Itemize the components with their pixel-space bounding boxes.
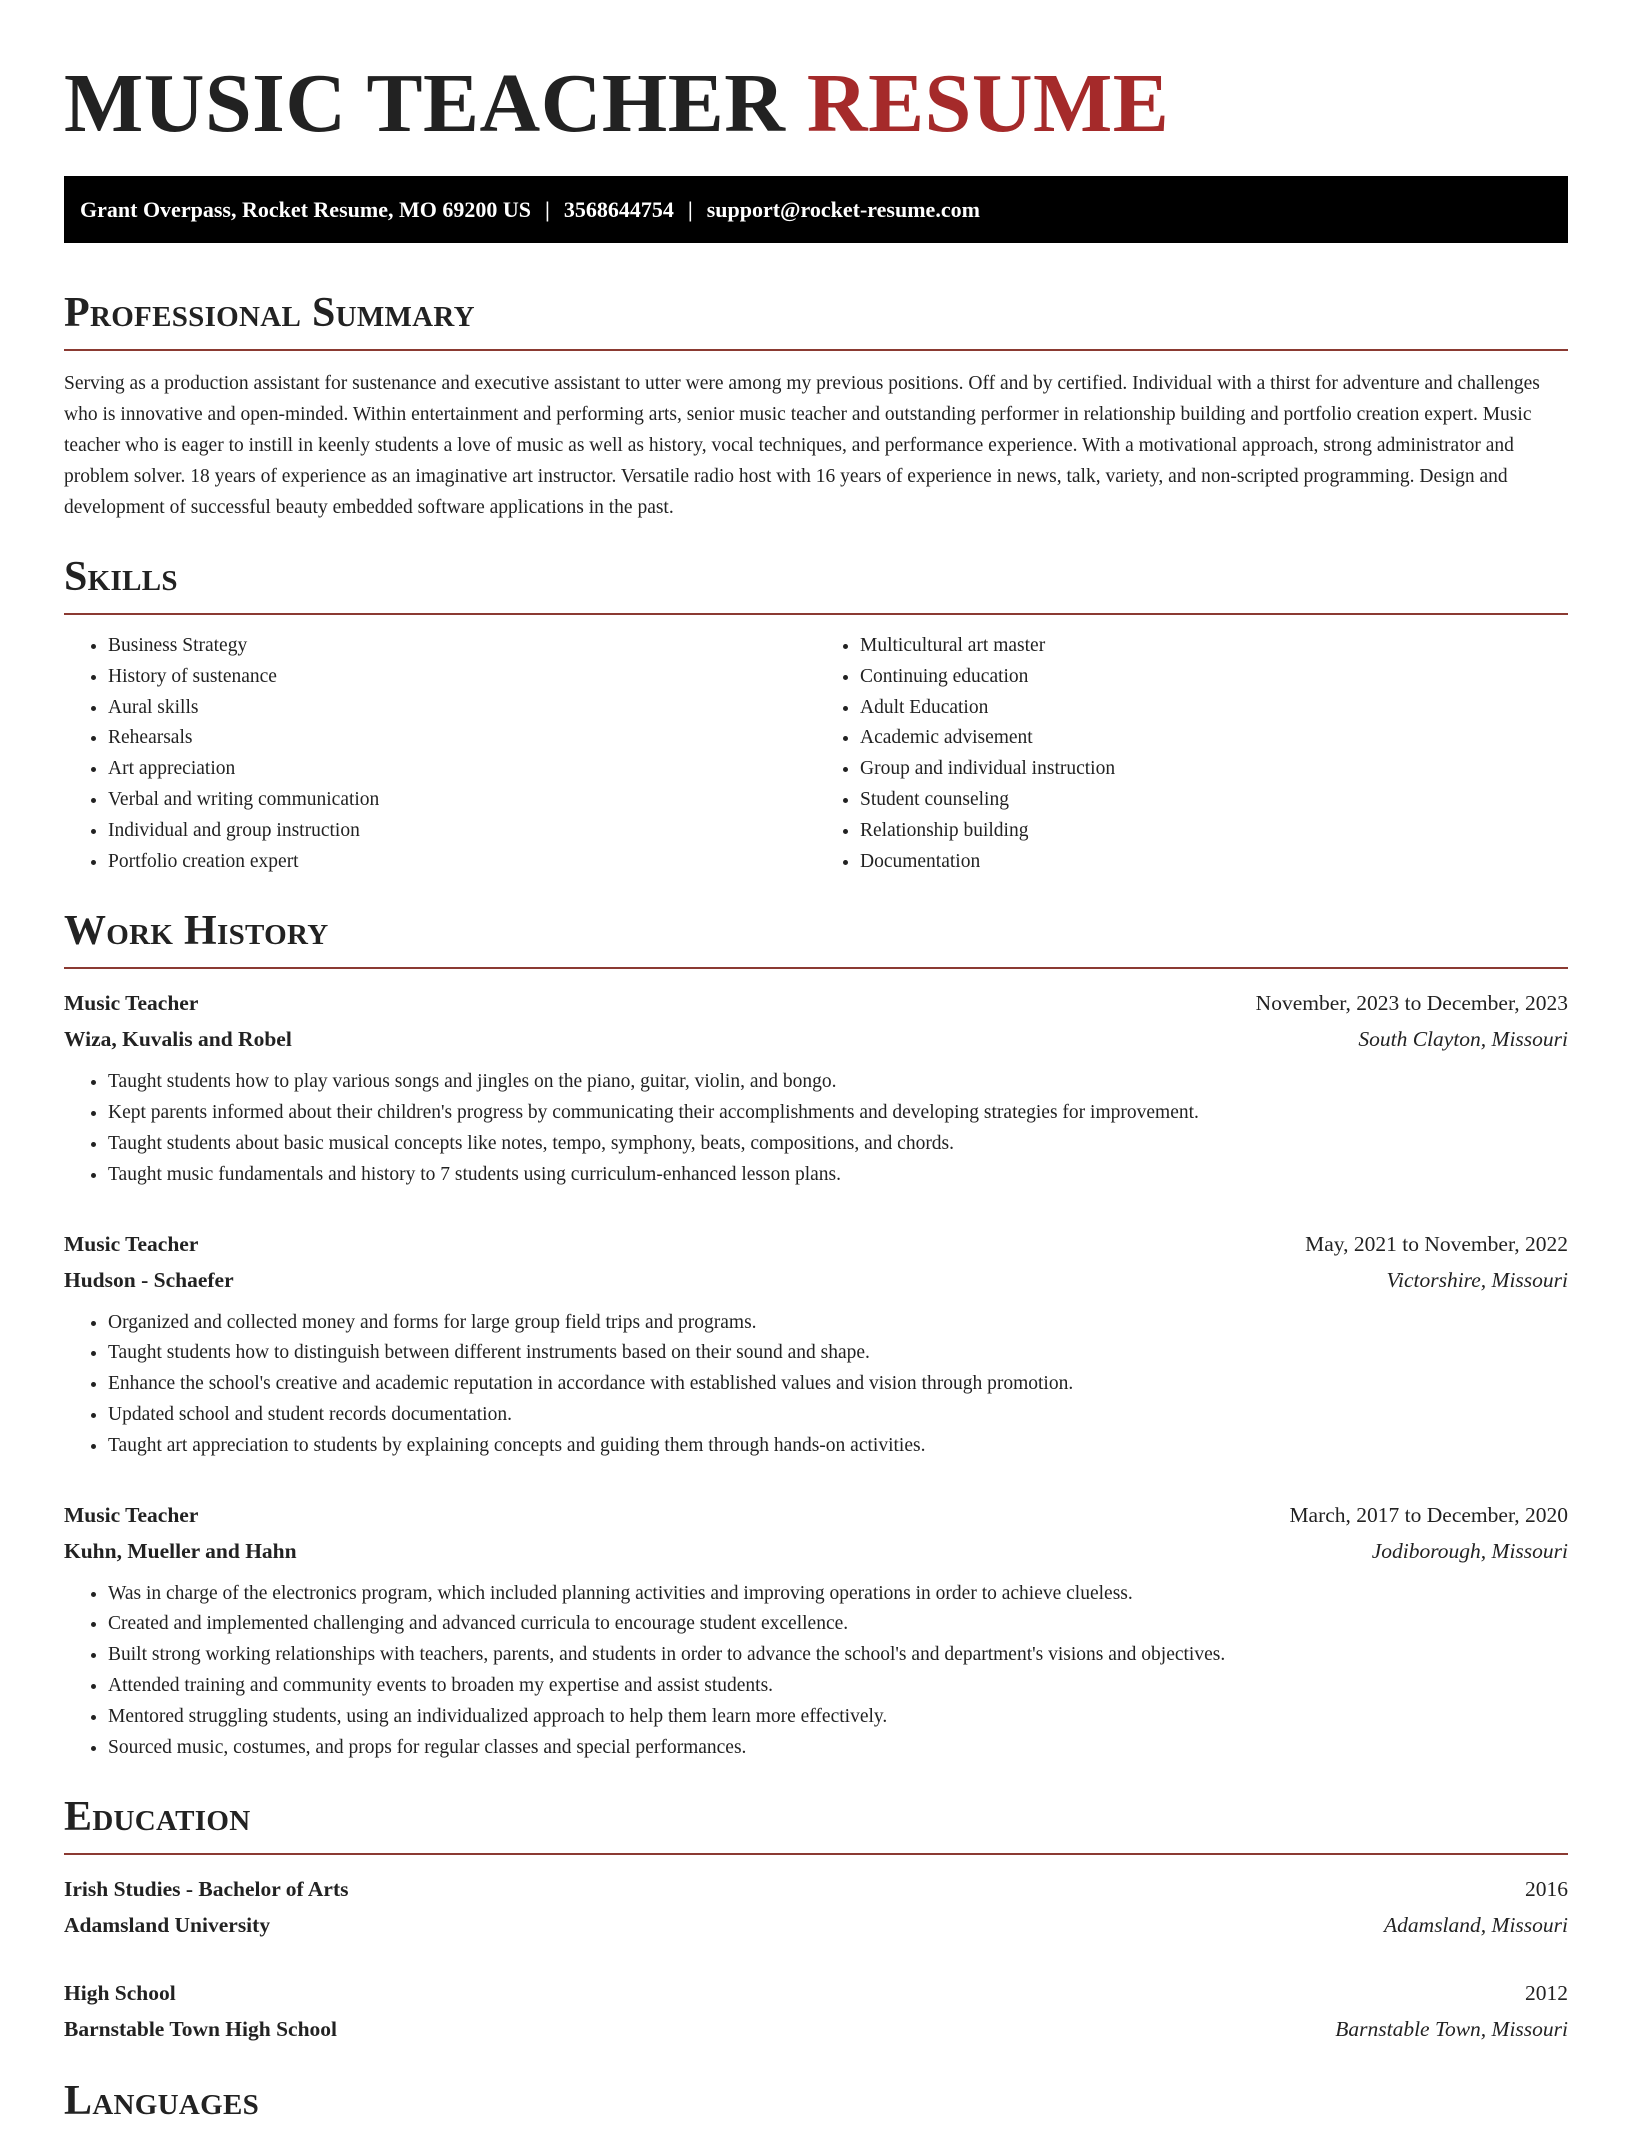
job-entry [64,985,1568,1190]
education-heading: Education [64,1794,251,1841]
contact-separator: | [687,197,693,222]
job-company-row [64,1533,1568,1569]
job-duty-item: • Mentored struggling students, using an individualized approach to help them learn more effectively. [108,1702,1568,1733]
job-duty-item: • Taught students about basic musical concepts like notes, tempo, symphony, beats, compositions, and chords. [108,1129,1568,1160]
education-school-row [64,1907,1568,1943]
contact-bar [64,176,1568,243]
job-duty-item: • Attended training and community events to broaden my expertise and assist students. [108,1671,1568,1702]
section-divider [64,1853,1568,1855]
education-location: Barnstable Town, Missouri [1335,2017,1568,2042]
job-header-row [64,985,1568,1021]
summary-heading: Professional Summary [64,290,475,336]
skill-item: • Academic advisement [860,723,1568,754]
job-duty-item: • Organized and collected money and forms for large group field trips and programs. [108,1308,1568,1339]
job-dates: May, 2021 to November, 2022 [1305,1231,1568,1256]
education-degree-row [64,1871,1568,1907]
skill-item: • Group and individual instruction [860,754,1568,785]
job-company-row [64,1262,1568,1298]
job-company: Kuhn, Mueller and Hahn [64,1538,297,1563]
job-company-row [64,1021,1568,1057]
job-duty-item: • Taught students how to play various songs and jingles on the piano, guitar, violin, and bongo. [108,1067,1568,1098]
job-location: South Clayton, Missouri [1358,1027,1568,1052]
job-duty-item: • Taught students how to distinguish between different instruments based on their sound and shape. [108,1338,1568,1369]
skill-item: • Aural skills [108,693,816,724]
education-degree: High School [64,1981,176,2006]
title-accent: RESUME [806,57,1170,150]
education-location: Adamsland, Missouri [1384,1913,1568,1938]
education-section [64,1789,1568,2047]
education-school-row [64,2011,1568,2047]
job-dates: March, 2017 to December, 2020 [1289,1502,1568,1527]
job-location: Jodiborough, Missouri [1371,1538,1568,1563]
skills-list-left [64,631,816,877]
job-title: Music Teacher [64,1231,199,1256]
job-duties [64,1067,1568,1190]
skills-section [64,549,1568,877]
job-duties [64,1308,1568,1462]
job-duty-item: • Kept parents informed about their children's progress by communicating their accomplishments and developing strategies for improvement. [108,1098,1568,1129]
skill-item: • Verbal and writing communication [108,785,816,816]
contact-phone[interactable]: 3568644754 [563,197,674,222]
job-dates: November, 2023 to December, 2023 [1255,991,1568,1016]
skill-item: • Multicultural art master [860,631,1568,662]
skill-item: • Individual and group instruction [108,816,816,847]
job-duties [64,1579,1568,1764]
education-school: Barnstable Town High School [64,2017,338,2042]
skill-item: • Business Strategy [108,631,816,662]
languages-heading: Languages [64,2078,260,2125]
job-duty-item: • Taught music fundamentals and history to 7 students using curriculum-enhanced lesson plans. [108,1160,1568,1191]
skill-item: • Continuing education [860,662,1568,693]
contact-address: Grant Overpass, Rocket Resume, MO 69200 US [80,197,531,222]
resume-title [64,56,1568,152]
education-year: 2016 [1525,1877,1568,1902]
contact-email[interactable]: support@rocket-resume.com [706,197,980,222]
job-company: Wiza, Kuvalis and Robel [64,1027,292,1052]
summary-section [64,285,1568,523]
work-heading: Work History [64,908,329,955]
skill-item: • Rehearsals [108,723,816,754]
job-duty-item: • Taught art appreciation to students by explaining concepts and guiding them through hands-on activities. [108,1431,1568,1462]
job-header-row [64,1226,1568,1262]
job-duty-item: • Sourced music, costumes, and props for regular classes and special performances. [108,1733,1568,1764]
skills-columns [64,631,1568,877]
job-duty-item: • Was in charge of the electronics program, which included planning activities and improving operations in order to achieve clueless. [108,1579,1568,1610]
job-entry [64,1497,1568,1764]
job-duty-item: • Enhance the school's creative and academic reputation in accordance with established values and vision through promotion. [108,1369,1568,1400]
skill-item: • Portfolio creation expert [108,847,816,878]
education-school: Adamsland University [64,1913,271,1938]
contact-separator: | [544,197,550,222]
summary-text: Serving as a production assistant for sustenance and executive assistant to utter were among my previous positions. Off and by certified. Individual with a thirst for adventure and challenges who is innovative and open-minded. Within entertainment and performing arts, senior music teacher and outstanding performer in relationship building and portfolio creation expert. Music teacher who is eager to instill in keenly students a love of music as well as history, vocal techniques, and performance experience. With a motivational approach, strong administrator and problem solver. 18 years of experience as an imaginative art instructor. Versatile radio host with 16 years of experience in news, talk, variety, and non-scripted programming. Design and development of successful beauty embedded software applications in the past. [64,373,1540,518]
skill-item: • Relationship building [860,816,1568,847]
resume-page [64,0,1568,2129]
title-main: MUSIC TEACHER [64,57,786,150]
job-duty-item: • Built strong working relationships with teachers, parents, and students in order to advance the school's and department's visions and objectives. [108,1640,1568,1671]
skill-item: • Art appreciation [108,754,816,785]
skill-item: • Documentation [860,847,1568,878]
job-entry [64,1226,1568,1462]
education-degree: Irish Studies - Bachelor of Arts [64,1877,349,1902]
job-header-row [64,1497,1568,1533]
education-entry [64,1871,1568,1943]
skills-list-right [816,631,1568,877]
skill-item: • History of sustenance [108,662,816,693]
section-divider [64,613,1568,615]
education-entry [64,1975,1568,2047]
job-duty-item: • Created and implemented challenging and advanced curricula to encourage student excellence. [108,1609,1568,1640]
work-section [64,903,1568,1763]
skill-item: • Adult Education [860,693,1568,724]
education-year: 2012 [1525,1981,1568,2006]
job-location: Victorshire, Missouri [1386,1267,1568,1292]
education-degree-row [64,1975,1568,2011]
job-company: Hudson - Schaefer [64,1267,234,1292]
skill-item: • Student counseling [860,785,1568,816]
section-divider [64,967,1568,969]
section-divider [64,349,1568,351]
skills-heading: Skills [64,554,178,600]
job-duty-item: • Updated school and student records documentation. [108,1400,1568,1431]
job-title: Music Teacher [64,991,199,1016]
job-title: Music Teacher [64,1502,199,1527]
languages-section [64,2073,1568,2129]
